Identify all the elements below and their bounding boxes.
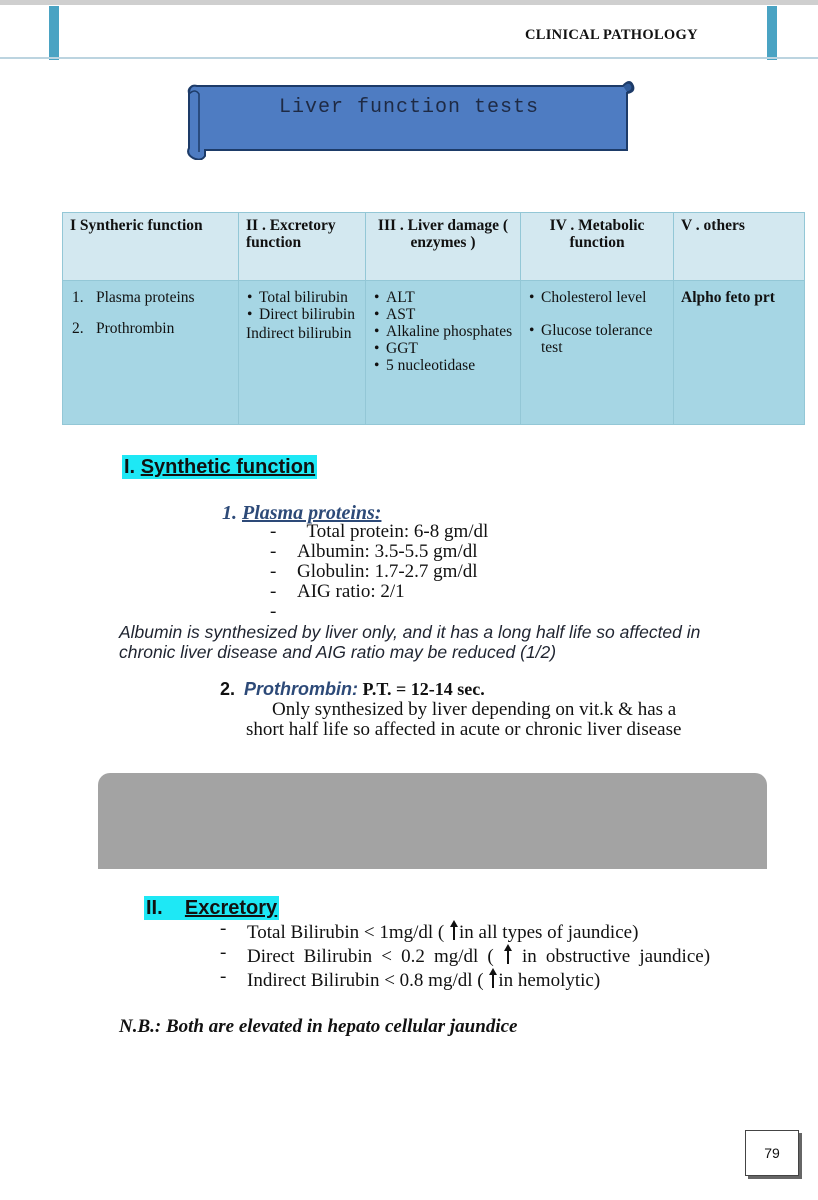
- table-body-row: [63, 281, 805, 425]
- plasma-proteins-list: [270, 522, 488, 602]
- metabolic-cell: [521, 281, 674, 425]
- nb-note: N.B.: Both are elevated in hepato cellular jaundice: [119, 1016, 518, 1037]
- excretory-cell: [239, 281, 366, 425]
- header-cell: III . Liver damage ( enzymes ): [366, 213, 521, 281]
- list-item: - AIG ratio: 2/1: [270, 582, 488, 602]
- synthetic-cell: [63, 281, 239, 425]
- list-item: • Total bilirubin: [246, 289, 358, 306]
- list-item: • GGT: [373, 340, 513, 357]
- header-cell: V . others: [674, 213, 805, 281]
- header-rule: [0, 57, 818, 59]
- list-item: - Direct Bilirubin < 0.2 mg/dl ( in obstructive jaundice): [220, 943, 710, 967]
- scroll-banner-shape: [183, 80, 635, 160]
- lft-table: [62, 212, 805, 425]
- header-cell: I Syntheric function: [63, 213, 239, 281]
- list-item: - Indirect Bilirubin < 0.8 mg/dl ( in hemolytic): [220, 967, 710, 991]
- page-number: 79: [745, 1130, 799, 1176]
- header-cell: II . Excretory function: [239, 213, 366, 281]
- table-header-row: [63, 213, 805, 281]
- section1-heading: I. Synthetic function: [124, 456, 316, 478]
- damage-cell: [366, 281, 521, 425]
- list-item: • Alkaline phosphates: [373, 323, 513, 340]
- list-item: - Total protein: 6-8 gm/dl: [270, 522, 488, 542]
- header-right-bar: [767, 6, 777, 60]
- list-item: 2. Prothrombin: [72, 320, 175, 337]
- header-cell: IV . Metabolic function: [521, 213, 674, 281]
- cell-text: Indirect bilirubin: [246, 325, 352, 342]
- up-arrow-icon: [488, 967, 498, 989]
- list-item: - Globulin: 1.7-2.7 gm/dl: [270, 562, 488, 582]
- prothrombin-text: Only synthesized by liver depending on vit.k & has a short half life so affected in acute or chronic liver disease: [246, 699, 682, 740]
- top-border: [0, 0, 818, 5]
- albumin-note: Albumin is synthesized by liver only, and it has a long half life so affected in chronic liver disease and AIG ratio may be reduced (1/2): [119, 622, 701, 662]
- list-item: • AST: [373, 306, 513, 323]
- list-item: - Albumin: 3.5-5.5 gm/dl: [270, 542, 488, 562]
- others-cell: Alpho feto prt: [674, 281, 805, 425]
- list-item: - Total Bilirubin < 1mg/dl ( in all types of jaundice): [220, 919, 710, 943]
- list-item: 1. Plasma proteins: [72, 289, 195, 306]
- prothrombin-heading: 2. Prothrombin: P.T. = 12-14 sec.: [220, 679, 485, 699]
- list-item: • ALT: [373, 289, 513, 306]
- up-arrow-icon: [449, 919, 459, 941]
- header-left-bar: [49, 6, 59, 60]
- header-title: CLINICAL PATHOLOGY: [525, 27, 698, 43]
- list-item: • Direct bilirubin: [246, 306, 358, 323]
- excretory-list: [220, 919, 710, 991]
- up-arrow-icon: [503, 943, 513, 965]
- list-item: • Cholesterol level: [528, 289, 666, 306]
- list-item: • 5 nucleotidase: [373, 357, 513, 374]
- list-item: • Glucose tolerance test: [528, 322, 666, 356]
- section2-heading: II. Excretory: [146, 897, 278, 919]
- plasma-proteins-heading: 1. Plasma proteins:: [222, 502, 382, 524]
- banner-title: Liver function tests: [278, 96, 540, 119]
- gray-block: [98, 773, 767, 869]
